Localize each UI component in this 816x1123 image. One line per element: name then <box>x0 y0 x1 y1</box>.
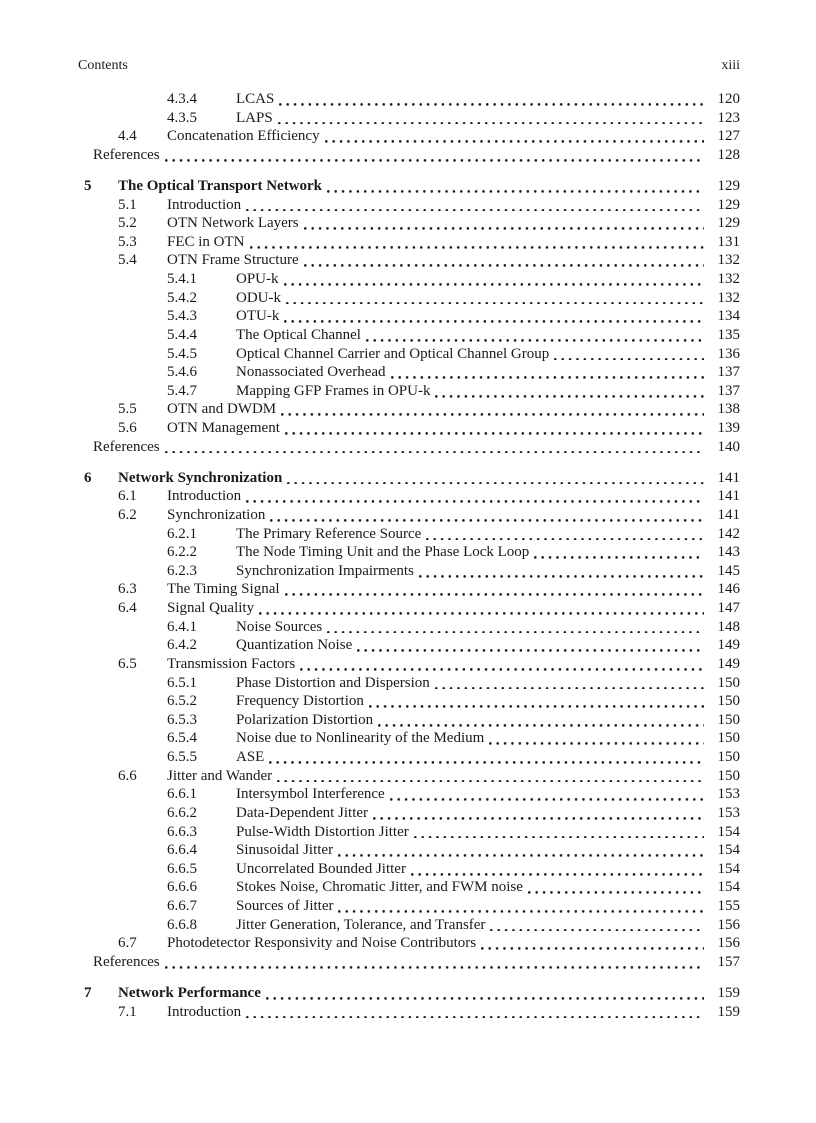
dot-leader <box>246 209 704 212</box>
toc-entry-7 <box>78 984 740 1003</box>
entry-number: 4.3.5 <box>167 109 197 126</box>
toc-entry-5-4-5 <box>78 345 740 364</box>
entry-page: 138 <box>717 401 740 418</box>
entry-page: 154 <box>717 823 740 840</box>
entry-number: 6.2.3 <box>167 562 197 579</box>
entry-title: Sinusoidal Jitter <box>236 842 334 859</box>
entry-title: The Optical Transport Network <box>118 177 323 194</box>
entry-page: 146 <box>717 581 740 598</box>
toc-entry-6-5 <box>78 655 740 674</box>
dot-leader <box>426 538 704 541</box>
entry-title: Synchronization Impairments <box>236 562 414 579</box>
entry-number: 6.2.1 <box>167 525 197 542</box>
entry-number: 5.4.6 <box>167 364 197 381</box>
entry-page: 150 <box>717 749 740 766</box>
dot-leader <box>165 159 704 162</box>
entry-number: 5.4.3 <box>167 308 197 325</box>
entry-number: 6.6.6 <box>167 879 197 896</box>
toc-entry-6-1 <box>78 487 740 506</box>
entry-title: Synchronization <box>167 506 266 523</box>
toc-entry-4-3-4 <box>78 90 740 109</box>
entry-page: 127 <box>717 128 740 145</box>
entry-page: 150 <box>717 767 740 784</box>
toc-entry-5-2 <box>78 214 740 233</box>
entry-page: 137 <box>717 382 740 399</box>
entry-page: 150 <box>717 674 740 691</box>
entry-number: 6.4.2 <box>167 637 197 654</box>
entry-page: 143 <box>717 544 740 561</box>
entry-page: 132 <box>717 252 740 269</box>
running-header <box>78 58 740 74</box>
entry-title: FEC in OTN <box>167 233 245 250</box>
toc-entry-6-5-4 <box>78 729 740 748</box>
entry-title: Network Performance <box>118 984 261 1001</box>
entry-title: ODU-k <box>236 289 281 306</box>
entry-title: OTN and DWDM <box>167 401 277 418</box>
dot-leader <box>419 575 704 578</box>
entry-number: 5.4.2 <box>167 289 197 306</box>
entry-number: 5.2 <box>118 215 137 232</box>
entry-title: The Optical Channel <box>236 326 361 343</box>
dot-leader <box>366 339 704 342</box>
entry-number: 5.3 <box>118 233 137 250</box>
dot-leader <box>285 432 704 435</box>
toc-entry-references <box>93 146 740 165</box>
entry-number: 5.1 <box>118 196 137 213</box>
dot-leader <box>338 854 704 857</box>
toc-entry-7-1 <box>78 1003 740 1022</box>
dot-leader <box>490 929 704 932</box>
entry-title: The Primary Reference Source <box>236 525 422 542</box>
entry-page: 141 <box>717 506 740 523</box>
entry-number: 6 <box>84 469 92 486</box>
toc-entry-5-1 <box>78 196 740 215</box>
entry-page: 156 <box>717 916 740 933</box>
entry-title: References <box>93 438 160 455</box>
entry-page: 154 <box>717 879 740 896</box>
toc-entry-6 <box>78 469 740 488</box>
toc-entry-6-6-8 <box>78 916 740 935</box>
entry-page: 137 <box>717 364 740 381</box>
entry-number: 6.5.3 <box>167 711 197 728</box>
entry-page: 134 <box>717 308 740 325</box>
dot-leader <box>373 817 704 820</box>
entry-title: Phase Distortion and Dispersion <box>236 674 430 691</box>
entry-page: 129 <box>717 215 740 232</box>
toc-entry-6-3 <box>78 580 740 599</box>
toc-entry-6-6 <box>78 767 740 786</box>
running-header-title: Contents <box>78 58 128 73</box>
toc-entry-5-4 <box>78 251 740 270</box>
entry-title: OTU-k <box>236 308 280 325</box>
toc-entry-6-4 <box>78 599 740 618</box>
toc-entry-6-6-3 <box>78 823 740 842</box>
toc-entry-6-6-5 <box>78 860 740 879</box>
entry-page: 129 <box>717 196 740 213</box>
toc-entry-5 <box>78 177 740 196</box>
toc-entry-5-4-6 <box>78 363 740 382</box>
dot-leader <box>327 631 704 634</box>
toc-entry-6-6-6 <box>78 878 740 897</box>
entry-number: 6.7 <box>118 935 137 952</box>
entry-number: 6.6.7 <box>167 898 197 915</box>
toc-entry-4-4 <box>78 127 740 146</box>
entry-number: 4.3.4 <box>167 91 197 107</box>
entry-number: 5.4.1 <box>167 271 197 288</box>
dot-leader <box>269 761 704 764</box>
dot-leader <box>270 519 704 522</box>
dot-leader <box>414 836 704 839</box>
entry-page: 153 <box>717 786 740 803</box>
toc-entry-5-4-7 <box>78 382 740 401</box>
entry-page: 120 <box>717 91 740 107</box>
toc-entry-6-5-3 <box>78 711 740 730</box>
entry-page: 141 <box>717 488 740 505</box>
entry-title: Data-Dependent Jitter <box>236 804 369 821</box>
entry-title: Nonassociated Overhead <box>236 364 386 381</box>
toc-entry-6-7 <box>78 934 740 953</box>
entry-title: Intersymbol Interference <box>236 786 385 803</box>
entry-page: 145 <box>717 562 740 579</box>
entry-number: 4.4 <box>118 128 137 145</box>
entry-number: 7 <box>84 984 92 1001</box>
entry-title: LCAS <box>236 91 275 107</box>
entry-page: 149 <box>717 637 740 654</box>
entry-page: 156 <box>717 935 740 952</box>
entry-number: 5.4.7 <box>167 382 197 399</box>
entry-title: Stokes Noise, Chromatic Jitter, and FWM noise <box>236 879 523 896</box>
dot-leader <box>554 358 704 361</box>
toc-entry-5-4-1 <box>78 270 740 289</box>
entry-number: 6.4 <box>118 600 137 617</box>
entry-page: 154 <box>717 842 740 859</box>
entry-number: 7.1 <box>118 1003 137 1020</box>
entry-title: Jitter and Wander <box>167 767 273 784</box>
entry-title: Mapping GFP Frames in OPU-k <box>236 382 431 399</box>
toc-entry-6-2-1 <box>78 525 740 544</box>
entry-page: 123 <box>717 109 740 126</box>
entry-title: References <box>93 146 160 163</box>
entry-page: 150 <box>717 693 740 710</box>
dot-leader <box>489 742 704 745</box>
dot-leader <box>369 705 704 708</box>
toc-entry-5-3 <box>78 233 740 252</box>
dot-leader <box>281 413 704 416</box>
dot-leader <box>304 264 704 267</box>
entry-page: 132 <box>717 289 740 306</box>
dot-leader <box>250 246 704 249</box>
entry-number: 6.5.5 <box>167 749 197 766</box>
dot-leader <box>411 873 704 876</box>
entry-number: 6.6.5 <box>167 860 197 877</box>
entry-number: 5.5 <box>118 401 137 418</box>
toc-entry-5-4-4 <box>78 326 740 345</box>
toc-entry-6-2-3 <box>78 562 740 581</box>
entry-page: 142 <box>717 525 740 542</box>
toc-entry-5-6 <box>78 419 740 438</box>
entry-title: Concatenation Efficiency <box>167 128 320 145</box>
entry-number: 6.2.2 <box>167 544 197 561</box>
entry-page: 159 <box>717 1003 740 1020</box>
toc-entry-references <box>93 438 740 457</box>
entry-page: 157 <box>717 953 740 970</box>
entry-number: 6.6.4 <box>167 842 197 859</box>
entry-number: 6.5.4 <box>167 730 197 747</box>
entry-title: ASE <box>236 749 265 766</box>
toc-entry-6-6-4 <box>78 841 740 860</box>
entry-title: The Timing Signal <box>167 581 280 598</box>
dot-leader <box>285 593 704 596</box>
toc-entry-6-6-2 <box>78 804 740 823</box>
dot-leader <box>378 724 704 727</box>
dot-leader <box>287 482 704 485</box>
dot-leader <box>165 451 704 454</box>
dot-leader <box>286 302 704 305</box>
entry-number: 6.5.2 <box>167 693 197 710</box>
dot-leader <box>278 122 704 125</box>
entry-title: Uncorrelated Bounded Jitter <box>236 860 406 877</box>
dot-leader <box>357 649 704 652</box>
entry-title: Introduction <box>167 196 242 213</box>
entry-title: Pulse-Width Distortion Jitter <box>236 823 409 840</box>
entry-page: 141 <box>717 469 740 486</box>
entry-number: 5.4.5 <box>167 345 197 362</box>
toc-entry-6-6-1 <box>78 785 740 804</box>
dot-leader <box>481 947 704 950</box>
entry-page: 155 <box>717 898 740 915</box>
toc-entry-6-5-1 <box>78 674 740 693</box>
entry-page: 140 <box>717 438 740 455</box>
entry-page: 147 <box>717 600 740 617</box>
entry-page: 128 <box>717 146 740 163</box>
toc-entry-6-2-2 <box>78 543 740 562</box>
entry-page: 148 <box>717 618 740 635</box>
entry-page: 135 <box>717 326 740 343</box>
dot-leader <box>435 395 704 398</box>
entry-number: 6.6.2 <box>167 804 197 821</box>
entry-page: 136 <box>717 345 740 362</box>
entry-title: OTN Frame Structure <box>167 252 299 269</box>
entry-title: OTN Network Layers <box>167 215 299 232</box>
entry-number: 6.1 <box>118 488 137 505</box>
entry-title: Transmission Factors <box>167 655 296 672</box>
entry-number: 6.3 <box>118 581 137 598</box>
entry-number: 6.2 <box>118 506 137 523</box>
dot-leader <box>259 612 704 615</box>
entry-title: Signal Quality <box>167 600 255 617</box>
dot-leader <box>338 910 704 913</box>
entry-title: Polarization Distortion <box>236 711 374 728</box>
entry-page: 159 <box>717 984 740 1001</box>
entry-number: 6.5 <box>118 655 137 672</box>
entry-title: OTN Management <box>167 420 280 437</box>
entry-title: LAPS <box>236 109 273 126</box>
entry-page: 150 <box>717 730 740 747</box>
entry-title: References <box>93 953 160 970</box>
entry-number: 5.4.4 <box>167 326 197 343</box>
entry-title: Frequency Distortion <box>236 693 364 710</box>
toc-entry-6-5-2 <box>78 692 740 711</box>
entry-title: Network Synchronization <box>118 469 283 486</box>
entry-page: 150 <box>717 711 740 728</box>
dot-leader <box>284 283 704 286</box>
dot-leader <box>390 798 704 801</box>
entry-title: Jitter Generation, Tolerance, and Transfer <box>236 916 486 933</box>
entry-number: 5.6 <box>118 420 137 437</box>
entry-number: 6.4.1 <box>167 618 197 635</box>
toc-entry-5-4-2 <box>78 289 740 308</box>
toc-entry-5-4-3 <box>78 307 740 326</box>
entry-page: 149 <box>717 655 740 672</box>
entry-number: 5.4 <box>118 252 137 269</box>
page-number-roman: xiii <box>721 58 740 73</box>
dot-leader <box>300 668 704 671</box>
entry-page: 153 <box>717 804 740 821</box>
dot-leader <box>325 140 704 143</box>
entry-title: Photodetector Responsivity and Noise Contributors <box>167 935 477 952</box>
dot-leader <box>528 891 704 894</box>
entry-title: Introduction <box>167 488 242 505</box>
entry-page: 139 <box>717 420 740 437</box>
dot-leader <box>246 1016 704 1019</box>
dot-leader <box>266 997 704 1000</box>
entry-number: 6.6.3 <box>167 823 197 840</box>
entry-title: Optical Channel Carrier and Optical Channel Group <box>236 345 550 362</box>
dot-leader <box>165 966 704 969</box>
dot-leader <box>327 190 704 193</box>
entry-page: 154 <box>717 860 740 877</box>
entry-title: Quantization Noise <box>236 637 353 654</box>
toc-entry-6-4-2 <box>78 636 740 655</box>
toc-entry-4-3-5 <box>78 109 740 128</box>
dot-leader <box>304 227 704 230</box>
dot-leader <box>284 320 704 323</box>
dot-leader <box>435 687 704 690</box>
toc-entry-6-5-5 <box>78 748 740 767</box>
entry-page: 129 <box>717 177 740 194</box>
entry-number: 6.6.8 <box>167 916 197 933</box>
entry-number: 5 <box>84 177 92 194</box>
entry-page: 131 <box>717 233 740 250</box>
toc-list <box>78 90 740 1021</box>
dot-leader <box>534 556 704 559</box>
entry-title: Noise due to Nonlinearity of the Medium <box>236 730 485 747</box>
entry-title: Introduction <box>167 1003 242 1020</box>
dot-leader <box>277 780 704 783</box>
dot-leader <box>246 500 704 503</box>
entry-title: Noise Sources <box>236 618 323 635</box>
dot-leader <box>391 376 704 379</box>
entry-number: 6.6 <box>118 767 137 784</box>
toc-entry-6-4-1 <box>78 618 740 637</box>
toc-entry-6-2 <box>78 506 740 525</box>
entry-page: 132 <box>717 271 740 288</box>
entry-title: Sources of Jitter <box>236 898 334 915</box>
entry-number: 6.6.1 <box>167 786 197 803</box>
toc-entry-5-5 <box>78 400 740 419</box>
entry-title: The Node Timing Unit and the Phase Lock Loop <box>236 544 530 561</box>
entry-number: 6.5.1 <box>167 674 197 691</box>
dot-leader <box>279 103 704 106</box>
toc-entry-references <box>93 953 740 972</box>
toc-entry-6-6-7 <box>78 897 740 916</box>
entry-title: OPU-k <box>236 271 279 288</box>
